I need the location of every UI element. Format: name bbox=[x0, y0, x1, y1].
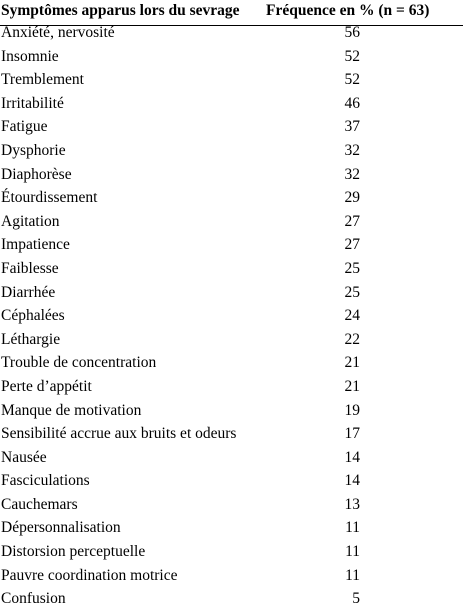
symptom-cell: Trouble de concentration bbox=[1, 354, 157, 372]
table-row bbox=[0, 46, 463, 70]
frequency-cell: 21 bbox=[344, 354, 360, 372]
frequency-cell: 5 bbox=[352, 590, 360, 608]
header-frequency: Fréquence en % (n = 63) bbox=[266, 2, 430, 19]
table-row bbox=[0, 282, 463, 306]
symptom-cell: Anxiété, nervosité bbox=[1, 24, 115, 41]
table-row bbox=[0, 447, 463, 471]
table-row bbox=[0, 565, 463, 589]
frequency-cell: 19 bbox=[344, 401, 360, 419]
table-body bbox=[0, 22, 463, 612]
table-row bbox=[0, 69, 463, 93]
symptom-cell: Dysphorie bbox=[1, 141, 66, 159]
frequency-cell: 22 bbox=[344, 330, 360, 348]
symptom-cell: Céphalées bbox=[1, 307, 65, 325]
symptom-cell: Irritabilité bbox=[1, 94, 64, 112]
symptom-cell: Sensibilité accrue aux bruits et odeurs bbox=[1, 425, 237, 443]
table-row bbox=[0, 423, 463, 447]
symptom-cell: Impatience bbox=[1, 236, 70, 254]
table-row bbox=[0, 22, 463, 46]
table-row bbox=[0, 494, 463, 518]
frequency-cell: 11 bbox=[345, 519, 360, 537]
symptom-cell: Manque de motivation bbox=[1, 401, 142, 419]
symptom-cell: Nausée bbox=[1, 448, 47, 466]
symptom-cell: Confusion bbox=[1, 590, 66, 608]
symptom-cell: Pauvre coordination motrice bbox=[1, 566, 178, 584]
symptom-cell: Distorsion perceptuelle bbox=[1, 543, 146, 561]
frequency-cell: 32 bbox=[344, 141, 360, 159]
table-row bbox=[0, 187, 463, 211]
symptom-cell: Perte d’appétit bbox=[1, 377, 92, 395]
frequency-cell: 52 bbox=[344, 47, 360, 65]
frequency-cell: 14 bbox=[344, 472, 360, 490]
frequency-cell: 46 bbox=[344, 94, 360, 112]
table-row bbox=[0, 164, 463, 188]
frequency-cell: 11 bbox=[345, 566, 360, 584]
table-row bbox=[0, 258, 463, 282]
symptom-cell: Étourdissement bbox=[1, 189, 98, 207]
symptom-cell: Tremblement bbox=[1, 71, 84, 89]
frequency-cell: 11 bbox=[345, 543, 360, 561]
table-row bbox=[0, 400, 463, 424]
header-symptoms: Symptômes apparus lors du sevrage bbox=[1, 2, 240, 19]
frequency-cell: 37 bbox=[344, 118, 360, 136]
table-row bbox=[0, 234, 463, 258]
table-row bbox=[0, 517, 463, 541]
frequency-cell: 17 bbox=[344, 425, 360, 443]
frequency-cell: 25 bbox=[344, 283, 360, 301]
frequency-cell: 32 bbox=[344, 165, 360, 183]
table-row bbox=[0, 116, 463, 140]
symptom-cell: Diarrhée bbox=[1, 283, 56, 301]
symptom-cell: Insomnie bbox=[1, 47, 59, 65]
symptom-cell: Fasciculations bbox=[1, 472, 90, 490]
table-row bbox=[0, 541, 463, 565]
frequency-cell: 13 bbox=[344, 495, 360, 513]
frequency-cell: 14 bbox=[344, 448, 360, 466]
table-row bbox=[0, 140, 463, 164]
frequency-cell: 24 bbox=[344, 307, 360, 325]
symptom-cell: Agitation bbox=[1, 212, 60, 230]
frequency-cell: 27 bbox=[344, 212, 360, 230]
symptom-cell: Diaphorèse bbox=[1, 165, 72, 183]
symptom-cell: Dépersonnalisation bbox=[1, 519, 121, 537]
table-row bbox=[0, 329, 463, 353]
frequency-cell: 21 bbox=[344, 377, 360, 395]
symptom-cell: Faiblesse bbox=[1, 259, 59, 277]
frequency-cell: 52 bbox=[344, 71, 360, 89]
symptom-cell: Cauchemars bbox=[1, 495, 78, 513]
table-row bbox=[0, 305, 463, 329]
table-row bbox=[0, 588, 463, 612]
frequency-cell: 29 bbox=[344, 189, 360, 207]
table-row bbox=[0, 93, 463, 117]
frequency-cell: 27 bbox=[344, 236, 360, 254]
table-row bbox=[0, 211, 463, 235]
table-row bbox=[0, 352, 463, 376]
table-row bbox=[0, 470, 463, 494]
frequency-cell: 56 bbox=[344, 24, 360, 41]
table-row bbox=[0, 376, 463, 400]
symptom-cell: Léthargie bbox=[1, 330, 61, 348]
frequency-cell: 25 bbox=[344, 259, 360, 277]
symptom-cell: Fatigue bbox=[1, 118, 48, 136]
